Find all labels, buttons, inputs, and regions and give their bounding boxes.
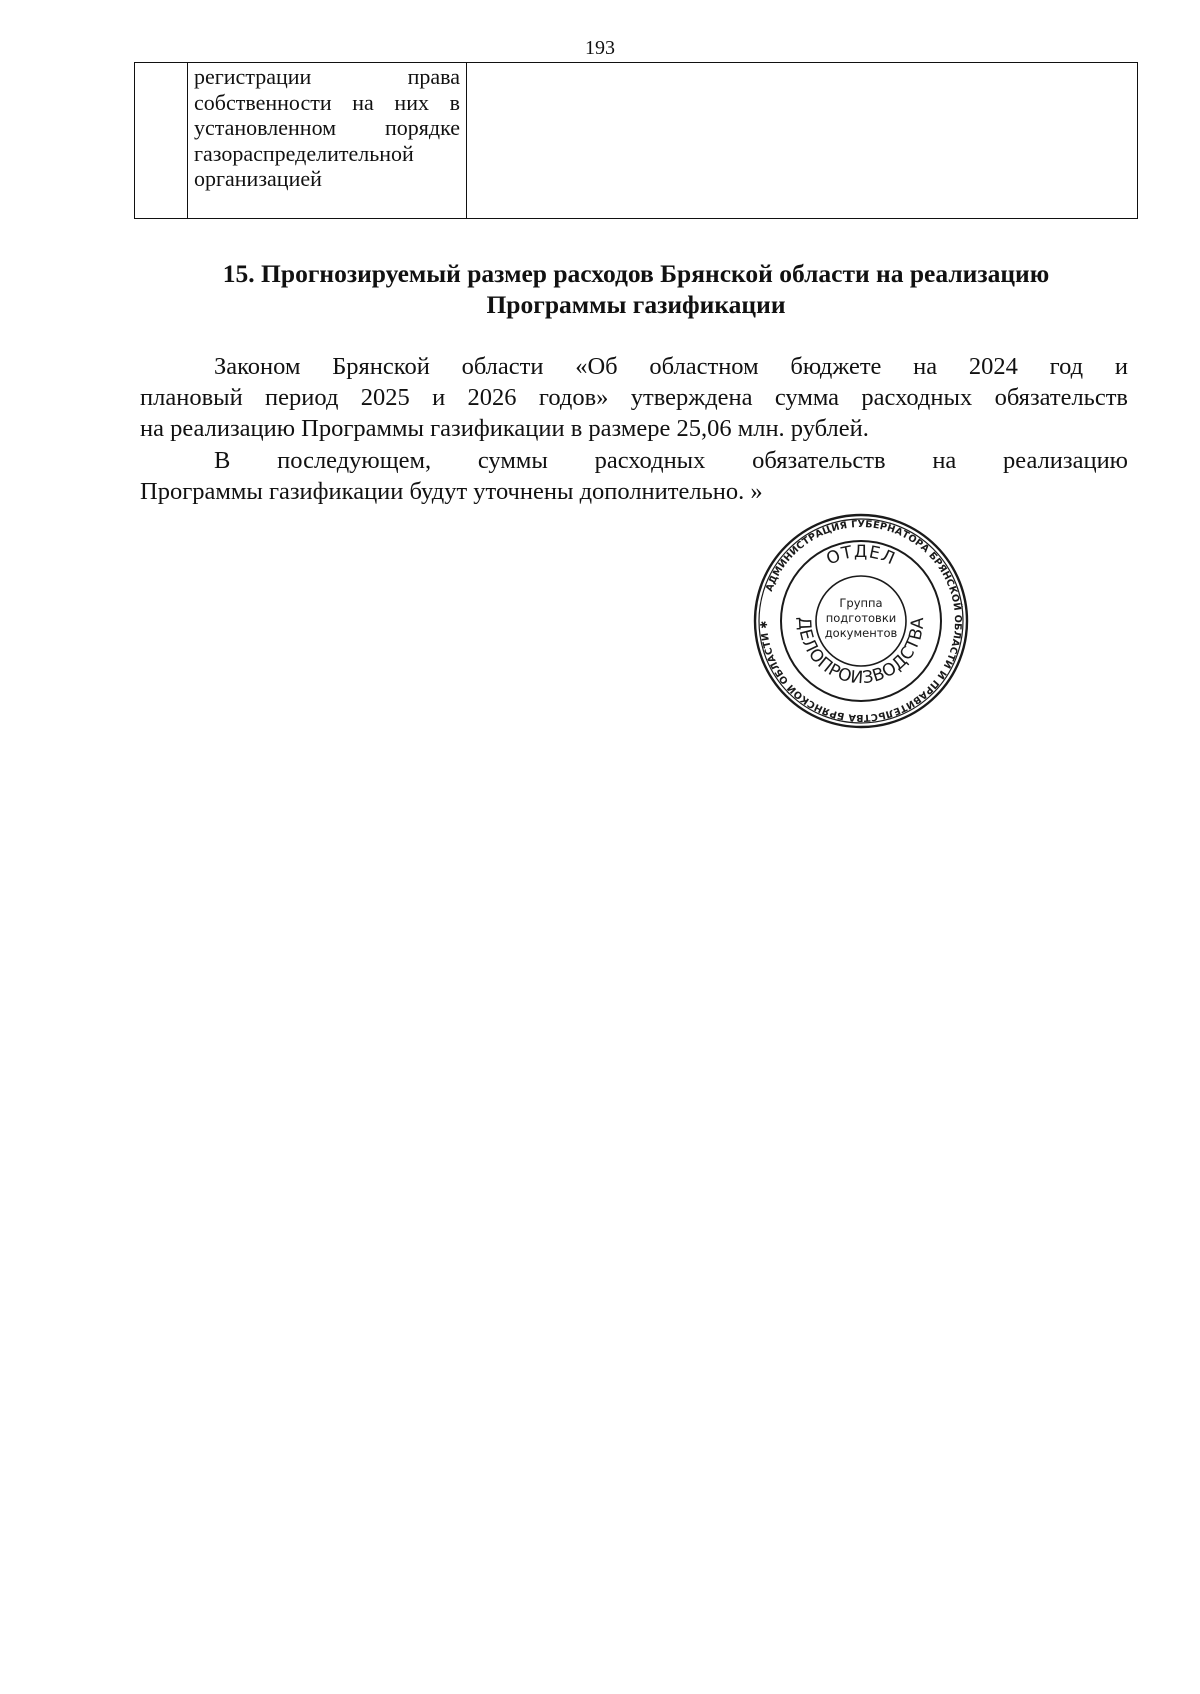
paragraph-line: плановый период 2025 и 2026 годов» утверждена сумма расходных обязательств [140,384,1128,411]
stamp-outer-text: АДМИНИСТРАЦИЯ ГУБЕРНАТОРА БРЯНСКОЙ ОБЛАСТИ И ПРАВИТЕЛЬСТВА БРЯНСКОЙ ОБЛАСТИ ✱ [758,518,964,724]
cell-line: газораспределительной [194,140,414,166]
section-heading-line1: 15. Прогнозируемый размер расходов Брянской области на реализацию [222,259,1050,288]
stamp-center-line1: Группа [839,596,883,610]
stamp-center-line3: документов [824,626,898,640]
table-cell-empty [467,63,1138,219]
cell-line: установленном порядке [194,115,460,140]
cell-line: организацией [194,166,322,191]
paragraph-line: на реализацию Программы газификации в размере 25,06 млн. рублей. [140,415,869,442]
stamp-inner-top-text: ОТДЕЛ [823,541,899,570]
paragraph-future-costs [140,445,1128,507]
section-heading-line2: Программы газификации [486,290,786,319]
paragraph-line: В последующем, суммы расходных обязательств на реализацию [214,447,1128,474]
cell-line: собственности на них в [194,89,460,115]
paragraph-line: Программы газификации будут уточнены дополнительно. » [140,478,763,505]
section-heading [130,258,1142,320]
table-row [135,63,1138,219]
table-cell-text [188,63,467,219]
stamp-center-line2: подготовки [825,611,897,625]
paragraph-line: Законом Брянской области «Об областном бюджете на 2024 год и [214,353,1128,380]
stamp-inner-bottom-text: ДЕЛОПРОИЗВОДСТВА [793,616,929,689]
cell-line: регистрации права [194,64,460,89]
office-stamp [752,512,970,730]
continuation-table [134,62,1138,219]
paragraph-budget-law [140,351,1128,444]
table-cell-number [135,63,188,219]
page-number: 193 [585,37,615,59]
